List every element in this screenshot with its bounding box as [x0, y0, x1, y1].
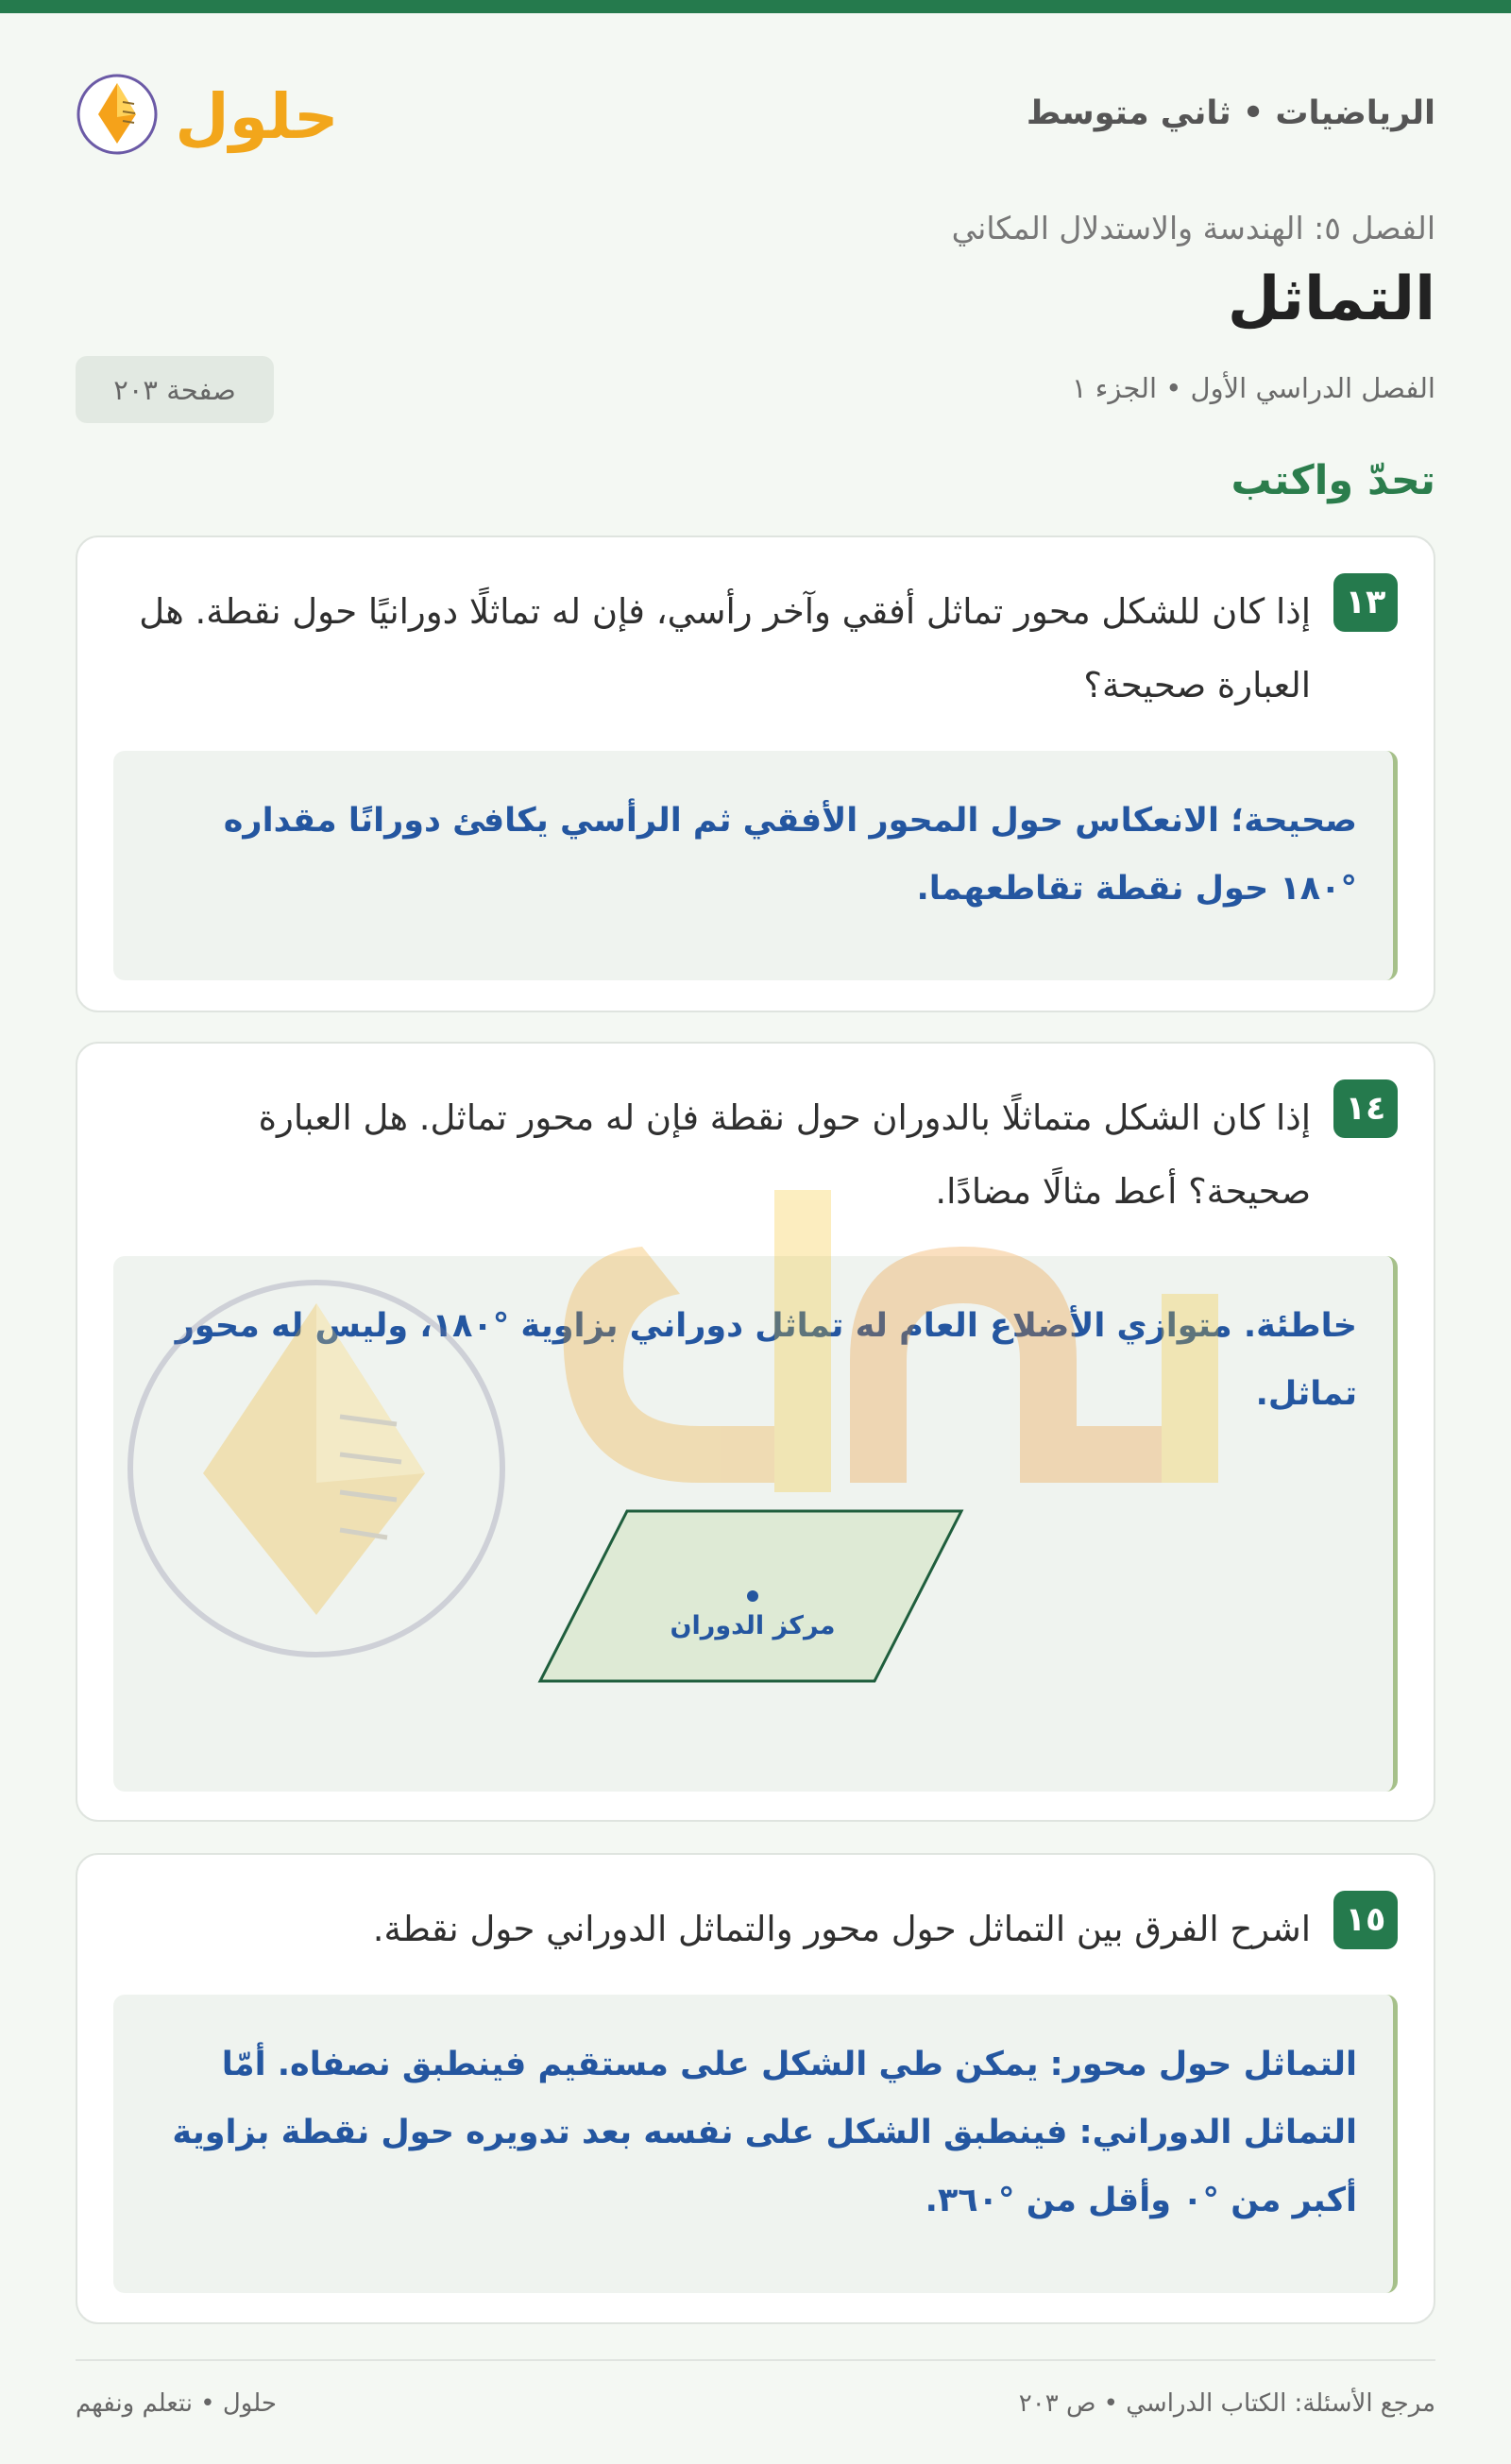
- page-title: التماثل: [1227, 264, 1435, 334]
- logo-icon: [76, 62, 340, 166]
- question-text: إذا كان الشكل متماثلًا بالدوران حول نقطة فإن له محور تماثل. هل العبارة صحيحة؟ أعط مثالًا مضادًا.: [258, 1097, 1311, 1212]
- parallelogram-diagram: [529, 1502, 973, 1691]
- answer-text: التماثل حول محور: يمكن طي الشكل على مستقيم فينطبق نصفاه. أمّا التماثل الدوراني: فينطبق الشكل على نفسه بعد تدويره حول نقطة بزاوية أكبر من °٠ وأقل من °٣٦٠.: [172, 2046, 1357, 2219]
- footer-reference: مرجع الأسئلة: الكتاب الدراسي • ص ٢٠٣: [1018, 2389, 1435, 2418]
- chapter-label: الفصل ٥: الهندسة والاستدلال المكاني: [951, 210, 1435, 246]
- rotation-center-label: مركز الدوران: [670, 1611, 836, 1640]
- question-text: إذا كان للشكل محور تماثل أفقي وآخر رأسي، فإن له تماثلًا دورانيًا حول نقطة. هل العبارة صحيحة؟: [139, 591, 1311, 705]
- hulul-logo[interactable]: [76, 62, 340, 166]
- question-card-13: [76, 535, 1435, 1012]
- subject-label: الرياضيات • ثاني متوسط: [1026, 94, 1435, 132]
- answer-box: [113, 1995, 1398, 2293]
- logo-wordmark: حلول: [175, 80, 339, 153]
- question-number: ١٥: [1333, 1891, 1398, 1949]
- answer-text: خاطئة. متوازي الأضلاع العام له تماثل دوراني بزاوية °١٨٠، وليس له محور تماثل.: [175, 1307, 1357, 1413]
- answer-box: [113, 751, 1398, 980]
- parallelogram-figure: [529, 1502, 973, 1691]
- question-card-15: [76, 1853, 1435, 2324]
- page-header: [76, 62, 1435, 166]
- footer-slogan: حلول • نتعلم ونفهم: [76, 2389, 277, 2418]
- rotation-center-point: [747, 1590, 758, 1602]
- question-card-14: [76, 1042, 1435, 1822]
- footer-divider: [76, 2359, 1435, 2361]
- question-number: ١٣: [1333, 573, 1398, 632]
- top-accent-bar: [0, 0, 1511, 13]
- question-number: ١٤: [1333, 1079, 1398, 1138]
- section-title: تحدّ واكتب: [1231, 457, 1435, 504]
- question-text: اشرح الفرق بين التماثل حول محور والتماثل الدوراني حول نقطة.: [372, 1909, 1311, 1949]
- page-number-badge: صفحة ٢٠٣: [76, 356, 274, 423]
- semester-label: الفصل الدراسي الأول • الجزء ١: [1071, 372, 1435, 404]
- answer-text: صحيحة؛ الانعكاس حول المحور الأفقي ثم الرأسي يكافئ دورانًا مقداره °١٨٠ حول نقطة تقاطعهما.: [223, 802, 1357, 908]
